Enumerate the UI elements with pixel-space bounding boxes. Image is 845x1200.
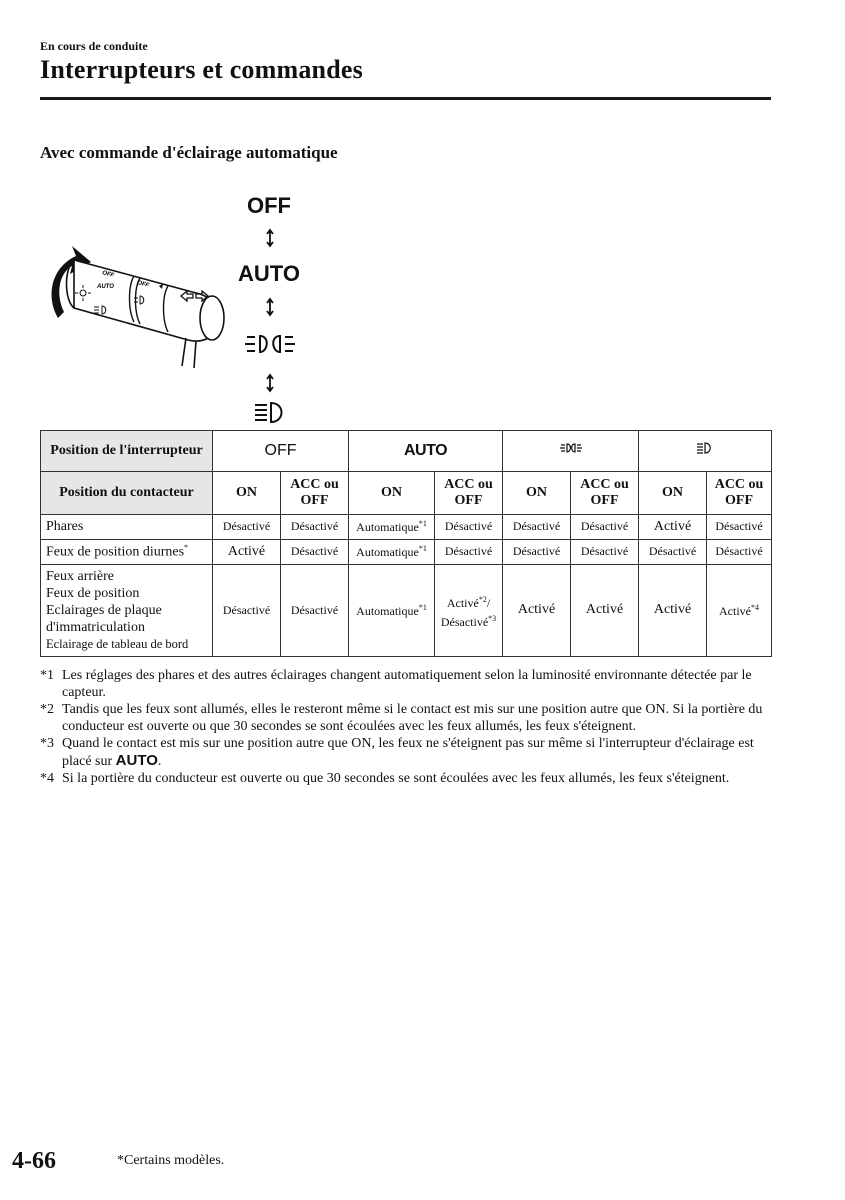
- sub-header-on: ON: [639, 472, 707, 515]
- footer-note: *Certains modèles.: [117, 1153, 225, 1168]
- sub-header-on: ON: [503, 472, 571, 515]
- table-cell: Activé: [639, 515, 707, 540]
- double-arrow-icon: [264, 228, 276, 248]
- table-cell: Désactivé: [281, 540, 349, 565]
- light-switch-lever-illustration: [36, 238, 236, 378]
- lever-label-auto: AUTO: [97, 284, 114, 290]
- table-cell: Désactivé: [281, 565, 349, 657]
- ignition-position-header: Position du contacteur: [41, 472, 213, 515]
- headlights-icon: [696, 441, 714, 455]
- footnote-mark: *1: [418, 602, 427, 612]
- table-cell: [349, 540, 435, 565]
- double-arrow-icon: [264, 373, 276, 393]
- footnote-number: *2: [40, 702, 54, 717]
- footnote-item: [40, 735, 775, 770]
- parking-lights-icon: [243, 330, 298, 358]
- table-cell: Désactivé: [571, 540, 639, 565]
- col-group-parking-lights: [503, 431, 639, 472]
- table-cell: Désactivé: [213, 515, 281, 540]
- footnote-item: [40, 667, 775, 701]
- page-title: Interrupteurs et commandes: [40, 55, 363, 84]
- footnote-mark: *2: [478, 594, 487, 604]
- footnote-item: [40, 701, 775, 735]
- cell-text: Activé: [719, 603, 752, 618]
- footnote-text-part: .: [157, 754, 162, 769]
- double-arrow-icon: [264, 297, 276, 317]
- col-group-headlights: [639, 431, 772, 472]
- table-cell: [349, 515, 435, 540]
- table-row: [41, 565, 772, 657]
- footnote-text: [62, 735, 775, 770]
- row-label-text: Feux de position diurnes: [46, 544, 185, 560]
- col-group-auto-label: AUTO: [403, 441, 448, 459]
- cell-text: Automatique: [356, 520, 419, 535]
- cell-text: Automatique: [356, 603, 419, 618]
- row-label-line: Eclairage de tableau de bord: [46, 637, 189, 651]
- position-auto-label: AUTO: [238, 261, 300, 286]
- cell-slash: /: [486, 595, 491, 610]
- sub-header-on: ON: [349, 472, 435, 515]
- row-label-line: Eclairages de plaque d'immatriculation: [46, 603, 162, 635]
- footnote-text: Si la portière du conducteur est ouverte ou que 30 secondes se sont écoulées avec les feux allumés, les feux s'éteignent.: [62, 771, 730, 786]
- position-off-label: OFF: [247, 193, 291, 218]
- page-number: 4-66: [12, 1148, 56, 1174]
- footnote-text: Tandis que les feux sont allumés, elles le resteront même si le contact est mis sur une position autre que ON. Si la portière du conducteur est ouverte ou que 30 secondes se sont écoulées avec les feux allumés, les feux s'éteignent.: [62, 702, 763, 734]
- footnotes: [40, 667, 775, 787]
- table-cell: Activé: [213, 540, 281, 565]
- sub-header-on: ON: [213, 472, 281, 515]
- row-label-line: Feux arrière: [46, 569, 115, 584]
- section-subtitle: Avec commande d'éclairage automatique: [40, 143, 338, 162]
- table-cell: [349, 565, 435, 657]
- row-label-line: Feux de position: [46, 586, 140, 601]
- table-cell: [435, 565, 503, 657]
- cell-text: Désactivé: [440, 614, 489, 629]
- table-cell: Désactivé: [503, 515, 571, 540]
- cell-text: Activé: [446, 595, 479, 610]
- footnote-text: Les réglages des phares et des autres éclairages changent automatiquement selon la luminosité environnante détectée par le capteur.: [62, 668, 752, 700]
- lighting-status-table: [40, 430, 772, 657]
- title-divider: [40, 97, 771, 100]
- table-cell: Désactivé: [707, 515, 772, 540]
- footnote-number: *3: [40, 736, 54, 751]
- table-row: [41, 515, 772, 540]
- row-label-other-lights: [41, 565, 213, 657]
- lever-label-off: OFF: [101, 270, 115, 280]
- table-cell: Activé: [639, 565, 707, 657]
- footnote-mark: *4: [751, 602, 760, 612]
- table-cell: Activé: [571, 565, 639, 657]
- headlights-icon: [252, 400, 292, 426]
- footnote-mark: *1: [418, 544, 427, 554]
- table-row: [41, 540, 772, 565]
- footnote-number: *4: [40, 771, 54, 786]
- cell-text: Automatique: [356, 545, 419, 560]
- footnote-item: [40, 770, 775, 787]
- table-cell: Désactivé: [281, 515, 349, 540]
- row-label-daytime-running-lights: [41, 540, 213, 565]
- parking-lights-icon: [559, 441, 583, 455]
- table-cell: Activé: [503, 565, 571, 657]
- table-cell: Désactivé: [435, 515, 503, 540]
- footnote-mark: *: [184, 543, 189, 553]
- col-group-off: [213, 431, 349, 472]
- col-group-off-label: OFF: [264, 441, 297, 459]
- table-cell: Désactivé: [571, 515, 639, 540]
- table-cell: [707, 565, 772, 657]
- footnote-number: *1: [40, 668, 54, 683]
- sub-header-acc-off: ACC ou OFF: [281, 472, 349, 515]
- table-cell: Désactivé: [213, 565, 281, 657]
- footnote-text-part: Quand le contact est mis sur une position autre que ON, les feux ne s'éteignent pas sur même si l'interrupteur d'éclairage est placé sur: [62, 736, 754, 769]
- switch-position-header: Position de l'interrupteur: [41, 431, 213, 472]
- col-group-auto: [349, 431, 503, 472]
- table-cell: Désactivé: [707, 540, 772, 565]
- auto-inline-label: AUTO: [115, 752, 158, 769]
- section-label: En cours de conduite: [40, 39, 148, 53]
- footnote-mark: *1: [418, 519, 427, 529]
- table-cell: Désactivé: [639, 540, 707, 565]
- table-cell: Désactivé: [435, 540, 503, 565]
- row-label-headlights: Phares: [41, 515, 213, 540]
- table-cell: Désactivé: [503, 540, 571, 565]
- sub-header-acc-off: ACC ou OFF: [571, 472, 639, 515]
- footnote-mark: *3: [488, 613, 497, 623]
- lever-label-off-2: OFF: [136, 280, 150, 290]
- sub-header-acc-off: ACC ou OFF: [435, 472, 503, 515]
- sub-header-acc-off: ACC ou OFF: [707, 472, 772, 515]
